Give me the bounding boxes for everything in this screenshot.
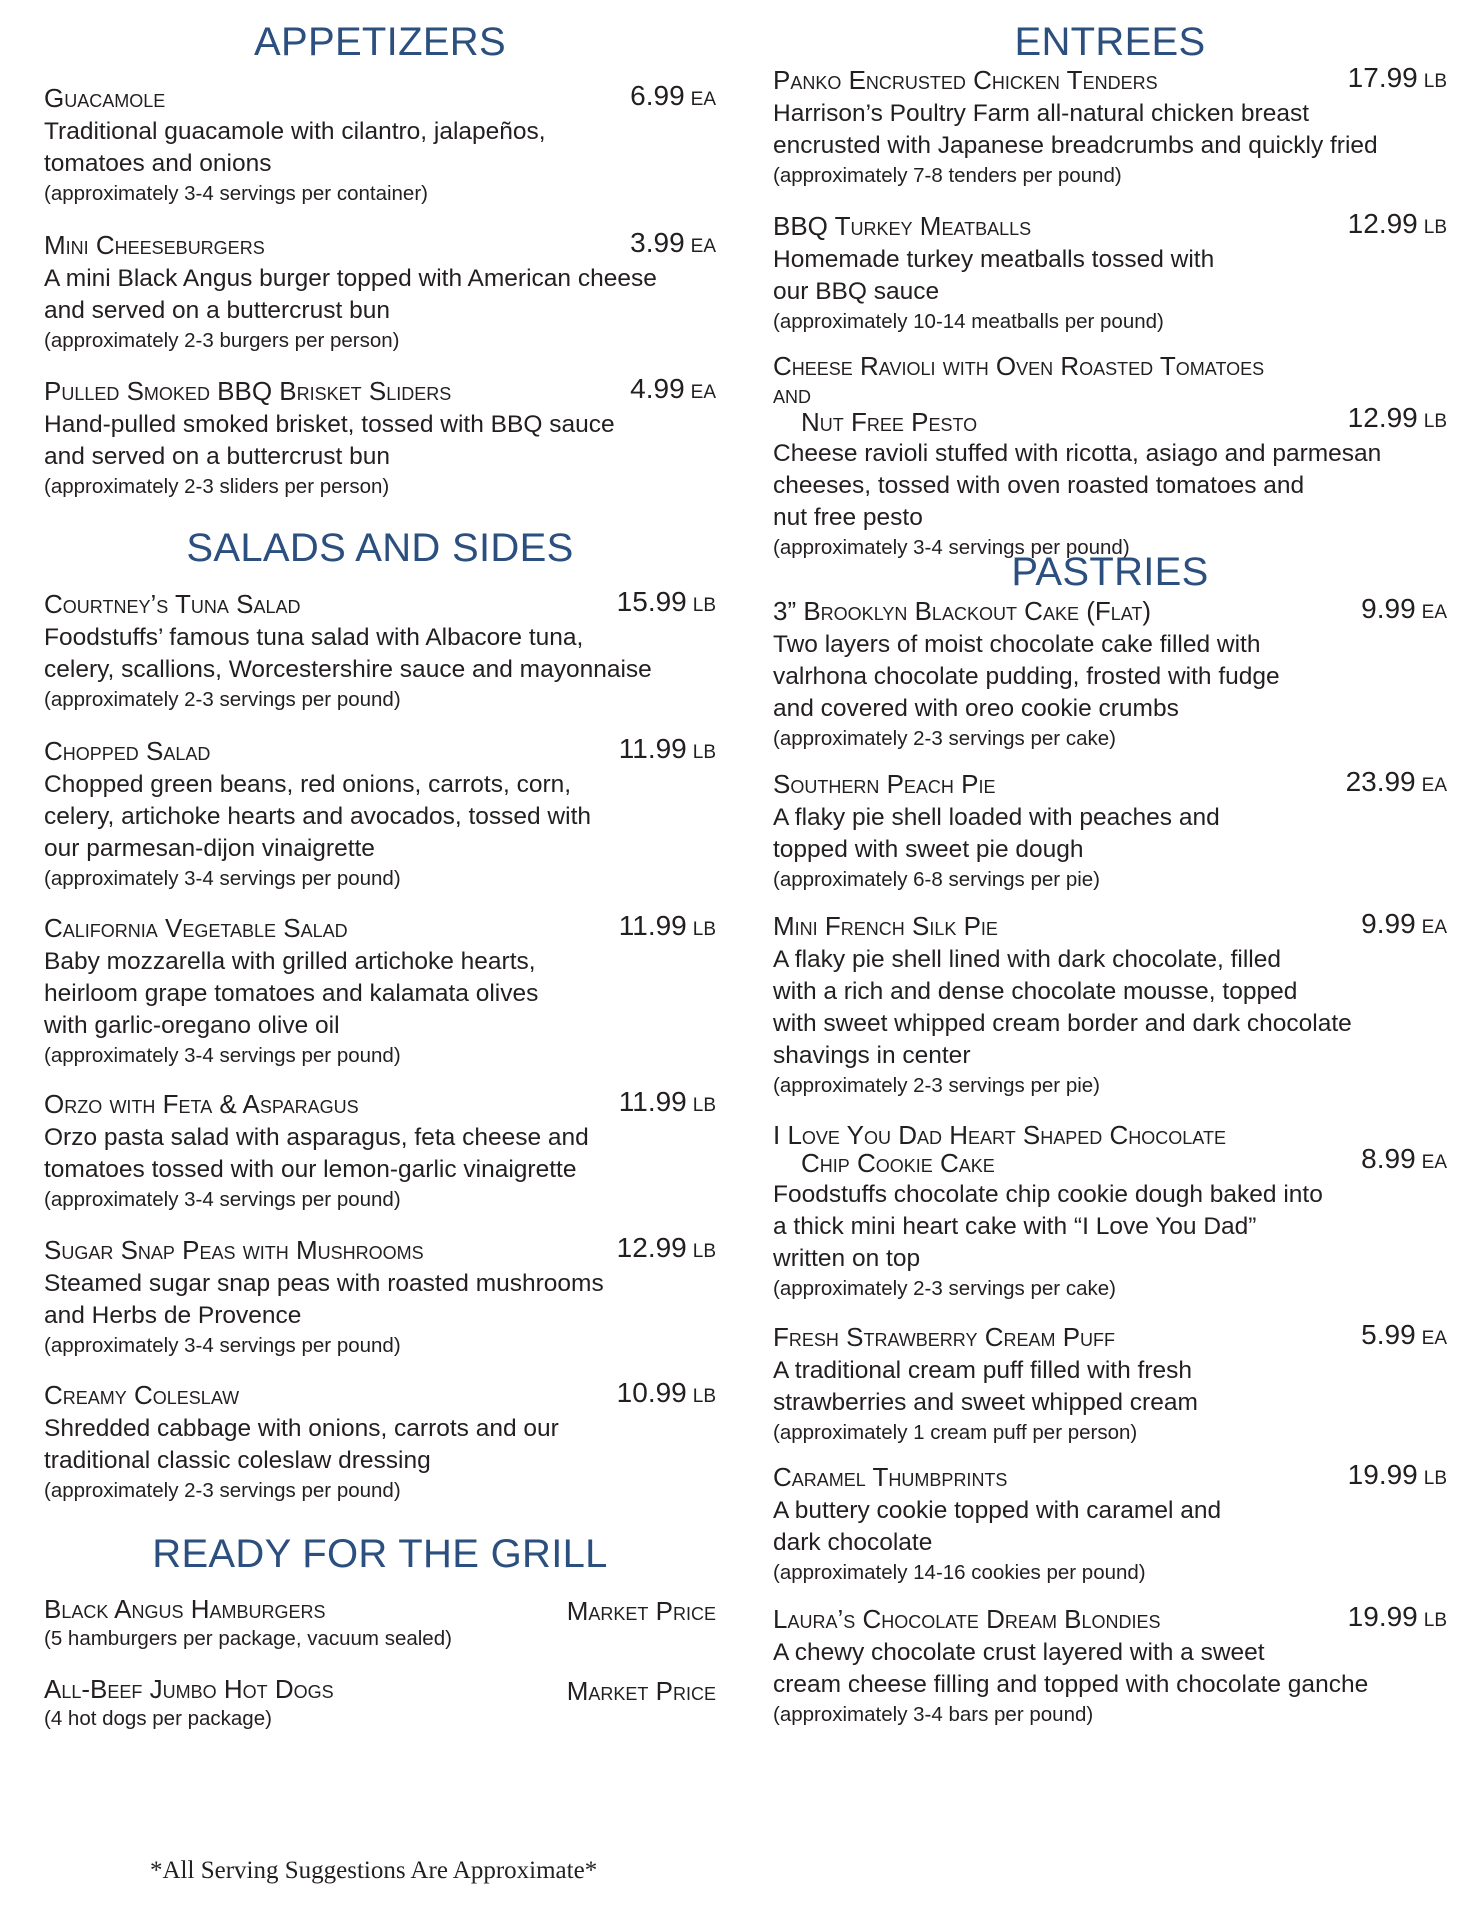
menu-item-price <box>1361 910 1447 942</box>
menu-item-header <box>44 1675 716 1705</box>
description-line: Orzo pasta salad with asparagus, feta cheese and <box>44 1124 589 1151</box>
menu-item <box>44 1086 716 1213</box>
menu-item-name-line: Laura’s Chocolate Dream Blondies <box>773 1604 1161 1634</box>
price-value: 5.99 <box>1361 1319 1416 1350</box>
description-line: traditional classic coleslaw dressing <box>44 1447 431 1474</box>
price-value: 12.99 <box>1347 208 1418 239</box>
price-unit: EA <box>1421 775 1447 796</box>
menu-item-name-line: Pulled Smoked BBQ Brisket Sliders <box>44 376 452 406</box>
pastries-heading: PASTRIES <box>1011 550 1209 594</box>
price-value: 11.99 <box>618 733 687 764</box>
price-unit: LB <box>1423 71 1447 92</box>
menu-item-name <box>44 1381 716 1409</box>
menu-item-name <box>773 66 1447 94</box>
description-line: written on top <box>773 1245 921 1272</box>
menu-item-price <box>1348 210 1447 242</box>
description-line: and served on a buttercrust bun <box>44 443 390 470</box>
menu-item-description <box>44 409 716 473</box>
description-line: Steamed sugar snap peas with roasted mushrooms <box>44 1270 604 1297</box>
price-value: 10.99 <box>616 1377 687 1408</box>
description-line: A chewy chocolate crust layered with a sweet <box>773 1639 1265 1666</box>
description-line: tomatoes tossed with our lemon-garlic vinaigrette <box>44 1156 577 1183</box>
menu-item-name <box>44 377 716 405</box>
description-line: and Herbs de Provence <box>44 1302 302 1329</box>
menu-item-serving-note: (approximately 3-4 servings per pound) <box>44 1188 401 1211</box>
menu-item-description <box>773 1355 1447 1419</box>
menu-item <box>773 1459 1447 1586</box>
menu-item-serving-note: (approximately 3-4 servings per container) <box>44 182 428 205</box>
menu-item-name-line: Chopped Salad <box>44 736 211 766</box>
price-value: 6.99 <box>630 80 685 111</box>
price-unit: EA <box>1421 917 1447 938</box>
description-line: A buttery cookie topped with caramel and <box>773 1497 1222 1524</box>
price-unit: EA <box>1421 1328 1447 1349</box>
menu-item-header <box>44 80 716 114</box>
menu-item-header <box>44 1377 716 1411</box>
menu-item-description <box>773 802 1447 866</box>
description-line: A flaky pie shell lined with dark chocolate, filled <box>773 946 1281 973</box>
menu-item <box>773 908 1447 1099</box>
price-unit: LB <box>692 1241 716 1262</box>
menu-item <box>44 1675 716 1732</box>
grill-heading: READY FOR THE GRILL <box>152 1532 608 1576</box>
menu-item-price <box>617 1379 716 1411</box>
menu-item <box>773 1601 1447 1728</box>
menu-item-name <box>773 1121 1447 1177</box>
price-value: 11.99 <box>618 910 687 941</box>
menu-item-header <box>773 593 1447 627</box>
price-value: 12.99 <box>616 1232 687 1263</box>
price-unit: EA <box>1421 602 1447 623</box>
menu-item-name-continuation: Chip Cookie Cake <box>801 1148 995 1178</box>
menu-item-name <box>773 1605 1447 1633</box>
menu-item <box>773 1319 1447 1446</box>
menu-item-header <box>44 1595 716 1625</box>
price-unit: EA <box>690 89 716 110</box>
menu-item <box>44 1377 716 1504</box>
description-line: and served on a buttercrust bun <box>44 297 390 324</box>
description-line: Harrison’s Poultry Farm all-natural chicken breast <box>773 100 1310 127</box>
price-unit: LB <box>692 742 716 763</box>
menu-item <box>773 208 1447 335</box>
description-line: celery, artichoke hearts and avocados, tossed with <box>44 803 592 830</box>
menu-item-name-line: Sugar Snap Peas with Mushrooms <box>44 1235 424 1265</box>
menu-item-serving-note: (approximately 1 cream puff per person) <box>773 1421 1138 1444</box>
menu-item-price <box>619 1088 716 1120</box>
menu-item-name <box>773 1323 1447 1351</box>
menu-item-description <box>773 98 1447 162</box>
description-line: cream cheese filling and topped with chocolate ganche <box>773 1671 1369 1698</box>
menu-item-name <box>773 352 1447 436</box>
menu-item-price <box>630 375 716 407</box>
description-line: nut free pesto <box>773 504 923 531</box>
description-line: with a rich and dense chocolate mousse, topped <box>773 978 1298 1005</box>
description-line: celery, scallions, Worcestershire sauce and mayonnaise <box>44 656 652 683</box>
entrees-heading: ENTREES <box>1014 20 1206 64</box>
price-value: 9.99 <box>1361 593 1416 624</box>
menu-item <box>773 1121 1447 1302</box>
description-line: Hand-pulled smoked brisket, tossed with BBQ sauce <box>44 411 615 438</box>
menu-item-description <box>44 622 716 686</box>
price-unit: LB <box>692 1095 716 1116</box>
menu-item-serving-note: (approximately 3-4 servings per pound) <box>44 1044 401 1067</box>
menu-item-description <box>773 1637 1447 1701</box>
menu-item-serving-note: (4 hot dogs per package) <box>44 1707 272 1730</box>
menu-item-header <box>44 910 716 944</box>
menu-item-header <box>773 1121 1447 1177</box>
price-value: 17.99 <box>1347 62 1418 93</box>
menu-item-serving-note: (approximately 3-4 servings per pound) <box>773 536 1130 559</box>
menu-item-name-line: Orzo with Feta & Asparagus <box>44 1089 359 1119</box>
menu-item-name-line: Courtney’s Tuna Salad <box>44 589 301 619</box>
menu-item-price <box>1346 768 1447 800</box>
description-line: Foodstuffs chocolate chip cookie dough baked into <box>773 1181 1323 1208</box>
menu-item <box>44 910 716 1069</box>
description-line: heirloom grape tomatoes and kalamata olives <box>44 980 539 1007</box>
price-value: 3.99 <box>630 227 685 258</box>
description-line: topped with sweet pie dough <box>773 836 1084 863</box>
description-line: encrusted with Japanese breadcrumbs and quickly fried <box>773 132 1378 159</box>
menu-item-header <box>773 908 1447 942</box>
menu-item-price <box>617 588 716 620</box>
menu-item-price <box>1348 64 1447 96</box>
description-line: cheeses, tossed with oven roasted tomatoes and <box>773 472 1305 499</box>
menu-item-serving-note: (approximately 2-3 burgers per person) <box>44 329 400 352</box>
price-unit: EA <box>690 236 716 257</box>
menu-item-price <box>1361 595 1447 627</box>
menu-item-name <box>773 597 1447 625</box>
description-line: tomatoes and onions <box>44 150 272 177</box>
menu-item-name-line: Cheese Ravioli with Oven Roasted Tomatoes and <box>773 351 1265 409</box>
menu-item-description <box>44 116 716 180</box>
menu-item-serving-note: (approximately 2-3 servings per pie) <box>773 1074 1100 1097</box>
description-line: strawberries and sweet whipped cream <box>773 1389 1198 1416</box>
description-line: shavings in center <box>773 1042 971 1069</box>
description-line: a thick mini heart cake with “I Love You Dad” <box>773 1213 1257 1240</box>
menu-item <box>44 586 716 713</box>
menu-item-header <box>44 1086 716 1120</box>
menu-item-description <box>773 244 1447 308</box>
menu-item-name-line: I Love You Dad Heart Shaped Chocolate <box>773 1120 1226 1150</box>
price-value: 23.99 <box>1345 766 1416 797</box>
description-line: A traditional cream puff filled with fresh <box>773 1357 1192 1384</box>
menu-item-price <box>617 1234 716 1266</box>
menu-item-description <box>773 1495 1447 1559</box>
menu-item-name-line: Southern Peach Pie <box>773 769 996 799</box>
menu-item-header <box>44 1232 716 1266</box>
menu-item-serving-note: (approximately 2-3 servings per pound) <box>44 688 401 711</box>
menu-item-header <box>773 352 1447 436</box>
price-value: Market Price <box>566 1676 716 1706</box>
menu-item-price <box>619 912 716 944</box>
price-value: Market Price <box>566 1596 716 1626</box>
price-unit: EA <box>1421 1152 1447 1173</box>
menu-item-name-line: Fresh Strawberry Cream Puff <box>773 1322 1116 1352</box>
price-unit: LB <box>1423 1610 1447 1631</box>
menu-item-serving-note: (approximately 3-4 servings per pound) <box>44 1334 401 1357</box>
menu-item-serving-note: (approximately 3-4 bars per pound) <box>773 1703 1094 1726</box>
menu-item-name-line: All-Beef Jumbo Hot Dogs <box>44 1674 334 1704</box>
description-line: with garlic-oregano olive oil <box>44 1012 340 1039</box>
menu-item-name <box>44 590 716 618</box>
menu-item-serving-note: (approximately 6-8 servings per pie) <box>773 868 1100 891</box>
menu-item-name-line: Black Angus Hamburgers <box>44 1594 326 1624</box>
description-line: with sweet whipped cream border and dark chocolate <box>773 1010 1352 1037</box>
description-line: and covered with oreo cookie crumbs <box>773 695 1179 722</box>
description-line: dark chocolate <box>773 1529 933 1556</box>
menu-item-name <box>44 737 716 765</box>
menu-item-name <box>44 84 716 112</box>
menu-item <box>773 352 1447 561</box>
price-value: 9.99 <box>1361 908 1416 939</box>
menu-item-name-line: Panko Encrusted Chicken Tenders <box>773 65 1158 95</box>
description-line: Foodstuffs’ famous tuna salad with Albacore tuna, <box>44 624 584 651</box>
menu-item-price <box>1348 404 1447 436</box>
menu-item <box>773 62 1447 189</box>
menu-item-header <box>44 373 716 407</box>
menu-item-price <box>1348 1461 1447 1493</box>
menu-item-serving-note: (approximately 2-3 servings per pound) <box>44 1479 401 1502</box>
price-unit: LB <box>692 1386 716 1407</box>
menu-item-description <box>44 769 716 865</box>
price-value: 8.99 <box>1361 1143 1416 1174</box>
menu-item <box>44 1595 716 1652</box>
menu-item-serving-note: (approximately 2-3 sliders per person) <box>44 475 390 498</box>
description-line: our parmesan-dijon vinaigrette <box>44 835 375 862</box>
menu-item-description <box>44 263 716 327</box>
menu-item-price <box>630 229 716 261</box>
menu-item-header <box>773 1601 1447 1635</box>
menu-item-price <box>567 1597 716 1625</box>
price-unit: LB <box>1423 217 1447 238</box>
description-line: A mini Black Angus burger topped with American cheese <box>44 265 657 292</box>
menu-item-name-line: Mini Cheeseburgers <box>44 230 265 260</box>
menu-item <box>44 1232 716 1359</box>
menu-item-serving-note: (approximately 3-4 servings per pound) <box>44 867 401 890</box>
menu-item-header <box>44 733 716 767</box>
menu-item-header <box>773 62 1447 96</box>
salads-heading: SALADS AND SIDES <box>186 526 574 570</box>
menu-item-serving-note: (approximately 7-8 tenders per pound) <box>773 164 1122 187</box>
price-unit: LB <box>692 919 716 940</box>
description-line: Homemade turkey meatballs tossed with <box>773 246 1215 273</box>
menu-item-description <box>44 1122 716 1186</box>
price-unit: LB <box>692 595 716 616</box>
menu-item-price <box>1361 1321 1447 1353</box>
appetizers-heading: APPETIZERS <box>254 20 506 64</box>
menu-item-price <box>1348 1603 1447 1635</box>
menu-item-serving-note: (approximately 10-14 meatballs per pound) <box>773 310 1164 333</box>
menu-item-header <box>773 1459 1447 1493</box>
menu-item <box>773 766 1447 893</box>
menu-item-name <box>44 1236 716 1264</box>
description-line: Cheese ravioli stuffed with ricotta, asiago and parmesan <box>773 440 1382 467</box>
menu-item-serving-note: (approximately 2-3 servings per cake) <box>773 1277 1116 1300</box>
menu-item-header <box>773 1319 1447 1353</box>
description-line: our BBQ sauce <box>773 278 940 305</box>
menu-item-header <box>44 227 716 261</box>
description-line: Chopped green beans, red onions, carrots, corn, <box>44 771 572 798</box>
menu-item-serving-note: (approximately 2-3 servings per cake) <box>773 727 1116 750</box>
menu-item-name-line: 3” Brooklyn Blackout Cake (Flat) <box>773 596 1152 626</box>
menu-item <box>44 373 716 500</box>
menu-item-description <box>44 1268 716 1332</box>
menu-item-header <box>773 766 1447 800</box>
menu-item-description <box>773 1179 1447 1275</box>
price-value: 15.99 <box>616 586 687 617</box>
description-line: Shredded cabbage with onions, carrots and our <box>44 1415 559 1442</box>
description-line: A flaky pie shell loaded with peaches and <box>773 804 1220 831</box>
menu-item-serving-note: (5 hamburgers per package, vacuum sealed) <box>44 1627 452 1650</box>
menu-item-price <box>567 1677 716 1705</box>
menu-item-serving-note: (approximately 14-16 cookies per pound) <box>773 1561 1146 1584</box>
menu-item-name-continuation: Nut Free Pesto <box>801 407 978 437</box>
menu-item-name <box>44 231 716 259</box>
menu-item-description <box>773 438 1447 534</box>
menu-item-description <box>44 946 716 1042</box>
price-unit: LB <box>1423 1468 1447 1489</box>
menu-item-name-line: California Vegetable Salad <box>44 913 348 943</box>
price-value: 19.99 <box>1347 1459 1418 1490</box>
price-value: 11.99 <box>618 1086 687 1117</box>
description-line: valrhona chocolate pudding, frosted with fudge <box>773 663 1280 690</box>
menu-item-price <box>619 735 716 767</box>
description-line: Baby mozzarella with grilled artichoke hearts, <box>44 948 536 975</box>
menu-item-price <box>1361 1145 1447 1177</box>
menu-item-name <box>44 914 716 942</box>
menu-item-name-line: Creamy Coleslaw <box>44 1380 240 1410</box>
menu-item-header <box>44 586 716 620</box>
price-value: 12.99 <box>1347 402 1418 433</box>
menu-item <box>773 593 1447 752</box>
menu-item-description <box>773 944 1447 1072</box>
menu-item-header <box>773 208 1447 242</box>
menu-item <box>44 80 716 207</box>
menu-item-name <box>773 912 1447 940</box>
menu-item <box>44 733 716 892</box>
price-value: 4.99 <box>630 373 685 404</box>
price-value: 19.99 <box>1347 1601 1418 1632</box>
menu-item-name <box>773 212 1447 240</box>
footnote: *All Serving Suggestions Are Approximate* <box>150 1857 598 1884</box>
menu-item-name-line: Caramel Thumbprints <box>773 1462 1008 1492</box>
price-unit: EA <box>690 382 716 403</box>
menu-item-name <box>773 1463 1447 1491</box>
description-line: Traditional guacamole with cilantro, jalapeños, <box>44 118 546 145</box>
menu-item-name-line: Guacamole <box>44 83 166 113</box>
description-line: Two layers of moist chocolate cake filled with <box>773 631 1261 658</box>
price-unit: LB <box>1423 411 1447 432</box>
menu-item-name-line: Mini French Silk Pie <box>773 911 998 941</box>
menu-item <box>44 227 716 354</box>
menu-item-price <box>630 82 716 114</box>
menu-item-name-line: BBQ Turkey Meatballs <box>773 211 1032 241</box>
menu-item-name <box>44 1090 716 1118</box>
menu-item-description <box>773 629 1447 725</box>
menu-item-description <box>44 1413 716 1477</box>
